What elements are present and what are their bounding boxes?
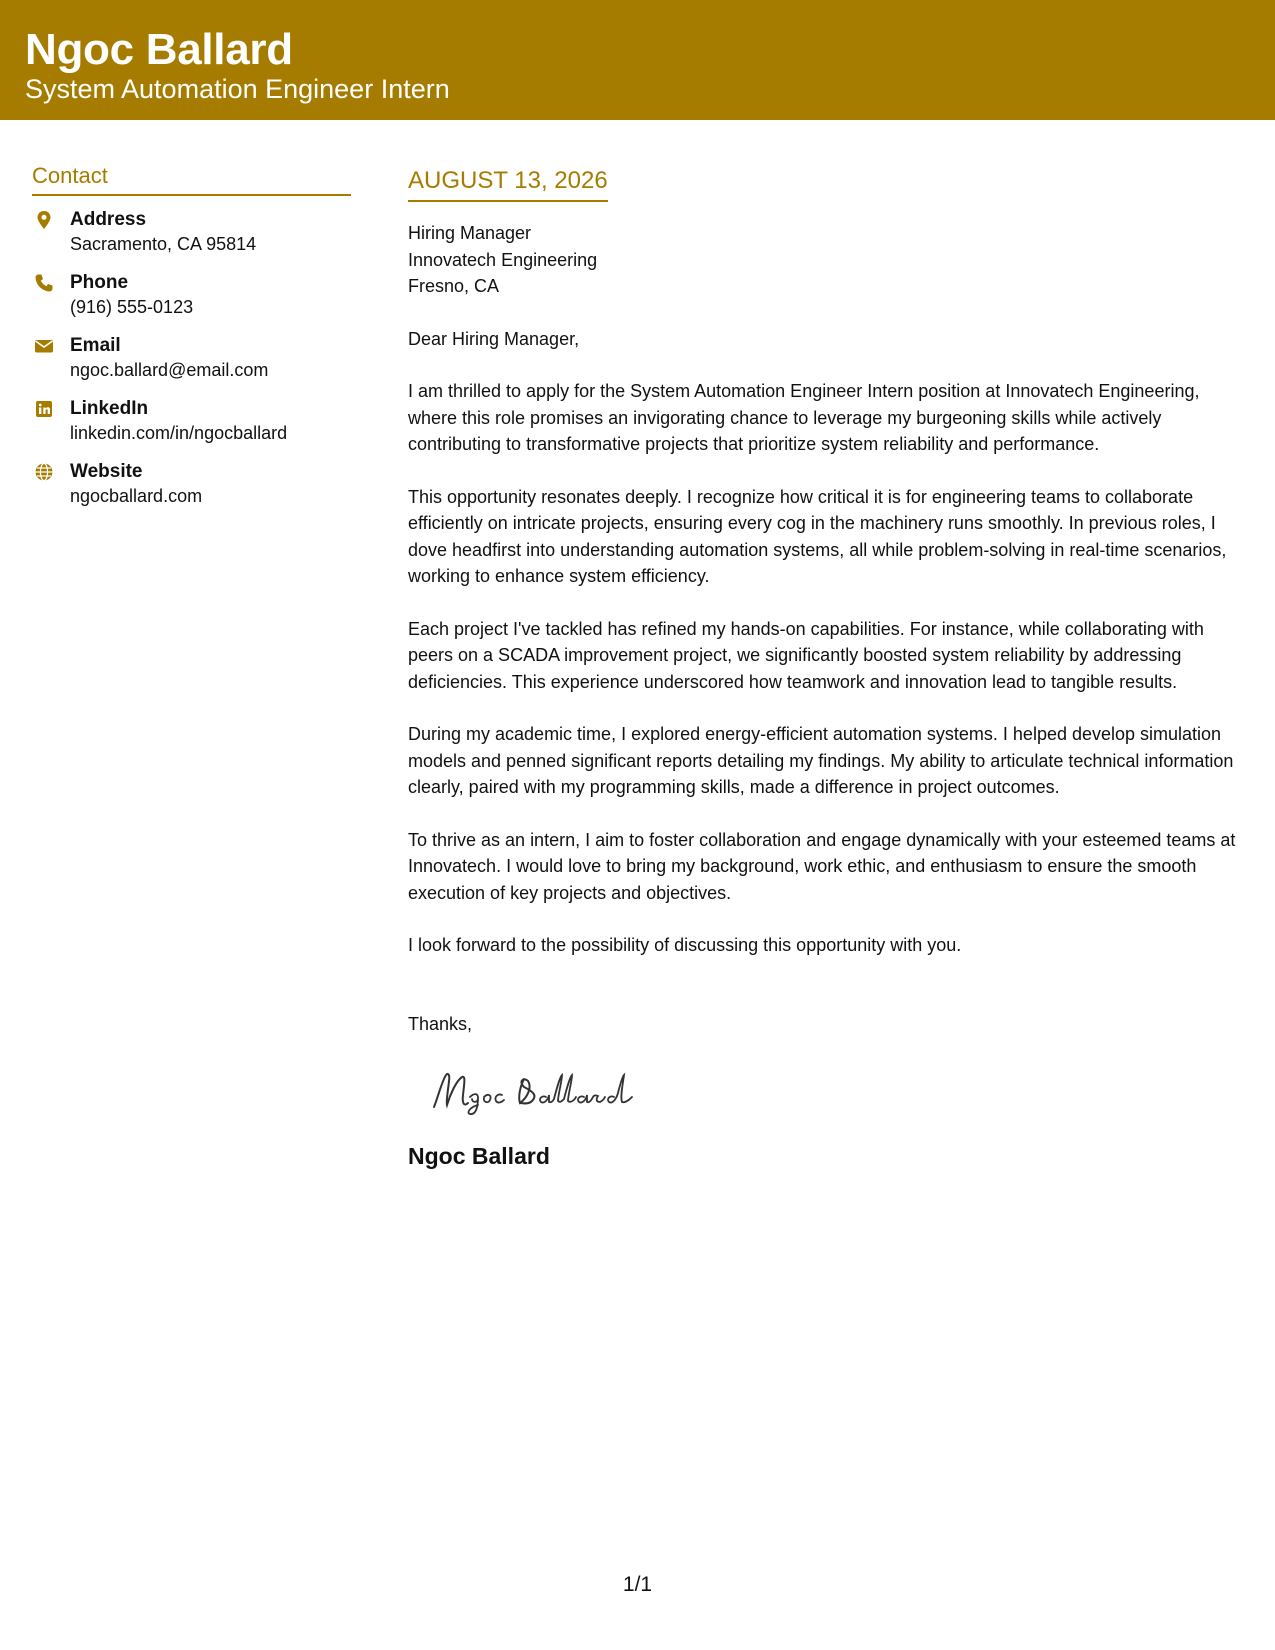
closing: Thanks,	[408, 1013, 473, 1034]
email-value: ngoc.ballard@email.com	[70, 360, 269, 380]
map-pin-icon	[34, 210, 54, 230]
recipient-line: Fresno, CA	[408, 276, 500, 296]
contact-item-website	[32, 460, 352, 523]
address-value: Sacramento, CA 95814	[70, 234, 257, 254]
body-paragraph: I am thrilled to apply for the System Automation Engineer Intern position at Innovatech Engineering, where this role promises an invigorating chance to leverage my burgeoning skills while actively contributing to transformative projects that prioritize system reliability and performance.	[408, 381, 1200, 454]
globe-icon	[34, 462, 54, 482]
contact-item-email	[32, 334, 352, 397]
contact-item-phone	[32, 271, 352, 334]
linkedin-value: linkedin.com/in/ngocballard	[70, 423, 288, 443]
letter-body	[408, 166, 1248, 1170]
contact-label: LinkedIn	[70, 398, 149, 419]
page-number: 1/1	[622, 1573, 653, 1596]
contact-sidebar	[32, 162, 352, 523]
handwritten-signature	[428, 1067, 668, 1117]
contact-heading: Contact	[32, 162, 351, 196]
signed-name: Ngoc Ballard	[408, 1143, 550, 1169]
contact-label: Website	[70, 461, 143, 482]
website-value: ngocballard.com	[70, 486, 203, 506]
recipient-line: Hiring Manager	[408, 223, 532, 243]
phone-icon	[34, 273, 54, 293]
envelope-icon	[34, 336, 54, 356]
body-paragraph: This opportunity resonates deeply. I recognize how critical it is for engineering teams to collaborate efficiently on intricate projects, ensuring every cog in the machinery runs smoothly. In previous roles, I dove headfirst into understanding automation systems, all while problem-solving in real-time scenarios, working to enhance system efficiency.	[408, 486, 1227, 586]
contact-item-linkedin	[32, 397, 352, 460]
contact-item-address	[32, 208, 352, 271]
letter-date: AUGUST 13, 2026	[408, 166, 608, 202]
salutation: Dear Hiring Manager,	[408, 328, 580, 349]
contact-label: Address	[70, 209, 147, 230]
body-paragraph: During my academic time, I explored energy-efficient automation systems. I helped develop simulation models and penned significant reports detailing my findings. My ability to articulate technical information clearly, paired with my programming skills, made a difference in project outcomes.	[408, 724, 1234, 797]
body-paragraph: To thrive as an intern, I aim to foster collaboration and engage dynamically with your esteemed teams at Innovatech. I would love to bring my background, work ethic, and enthusiasm to ensure the smooth execution of key projects and objectives.	[408, 829, 1236, 903]
body-paragraph: I look forward to the possibility of discussing this opportunity with you.	[408, 935, 962, 955]
contact-label: Email	[70, 335, 121, 356]
linkedin-icon	[34, 399, 54, 419]
contact-list	[32, 208, 352, 523]
job-title: System Automation Engineer Intern	[25, 74, 450, 104]
recipient-line: Innovatech Engineering	[408, 249, 598, 270]
body-paragraph: Each project I've tackled has refined my hands-on capabilities. For instance, while collaborating with peers on a SCADA improvement project, we significantly boosted system reliability by addressing deficiencies. This experience underscored how teamwork and innovation lead to tangible results.	[408, 618, 1204, 692]
applicant-name: Ngoc Ballard	[25, 25, 293, 74]
contact-label: Phone	[70, 272, 129, 293]
header-banner	[0, 0, 1275, 120]
recipient-block	[408, 220, 1248, 300]
phone-value: (916) 555-0123	[70, 297, 194, 317]
